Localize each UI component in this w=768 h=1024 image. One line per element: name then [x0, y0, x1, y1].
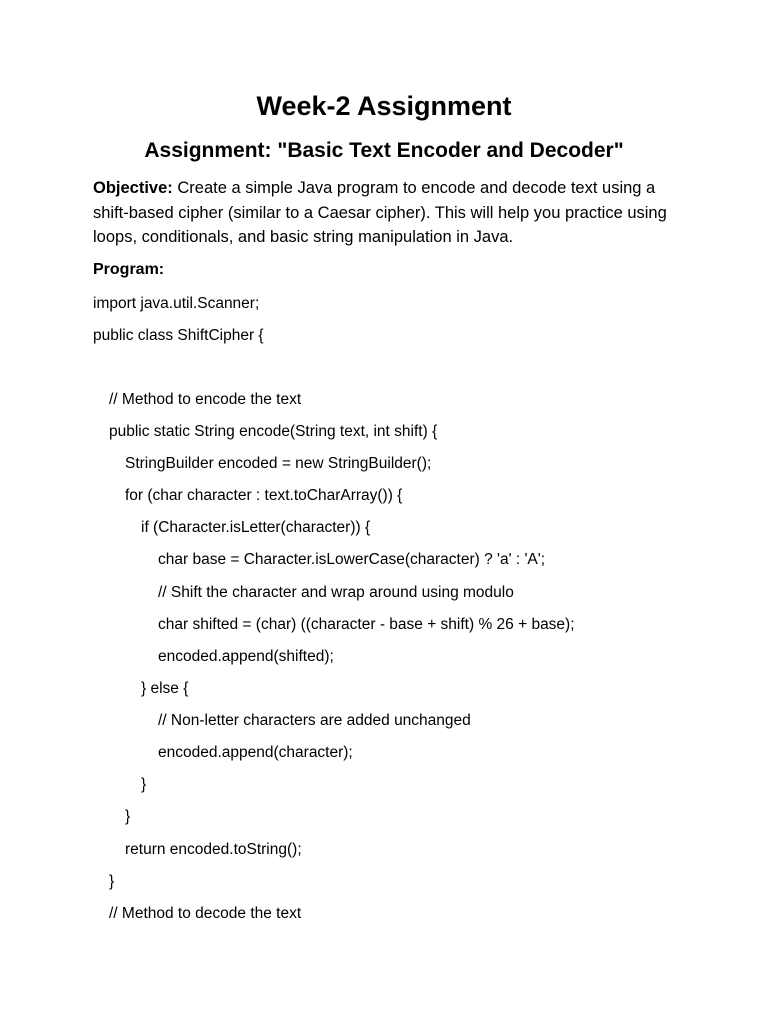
code-line: return encoded.toString(); — [125, 841, 302, 858]
code-line: // Non-letter characters are added unchanged — [158, 712, 471, 729]
code-line: } — [109, 873, 115, 890]
objective-label: Objective: — [93, 179, 173, 197]
objective-text: Create a simple Java program to encode and decode text using a shift-based cipher (similar to a Caesar cipher). This will help you practice using loops, conditionals, and basic string manipulation in Java. — [93, 179, 667, 246]
document-title: Week-2 Assignment — [256, 91, 512, 121]
code-line: } else { — [141, 680, 189, 697]
code-line: public class ShiftCipher { — [93, 327, 264, 344]
code-line: public static String encode(String text, int shift) { — [109, 423, 438, 440]
code-line: // Method to encode the text — [109, 391, 302, 408]
code-line: char shifted = (char) ((character - base + shift) % 26 + base); — [158, 616, 575, 633]
code-line: char base = Character.isLowerCase(character) ? 'a' : 'A'; — [158, 551, 546, 568]
code-line: StringBuilder encoded = new StringBuilder(); — [125, 455, 432, 472]
program-label: Program: — [93, 261, 165, 278]
objective-paragraph — [93, 176, 683, 250]
assignment-subtitle: Assignment: "Basic Text Encoder and Decoder" — [144, 139, 624, 162]
code-line: if (Character.isLetter(character)) { — [141, 519, 371, 536]
code-line: encoded.append(character); — [158, 744, 353, 761]
code-line: encoded.append(shifted); — [158, 648, 334, 665]
code-line: for (char character : text.toCharArray()) { — [125, 487, 403, 504]
code-line: } — [141, 776, 147, 793]
code-line: // Method to decode the text — [109, 905, 302, 922]
code-line: } — [125, 808, 131, 825]
code-line: // Shift the character and wrap around using modulo — [158, 584, 514, 601]
code-line: import java.util.Scanner; — [93, 295, 260, 312]
